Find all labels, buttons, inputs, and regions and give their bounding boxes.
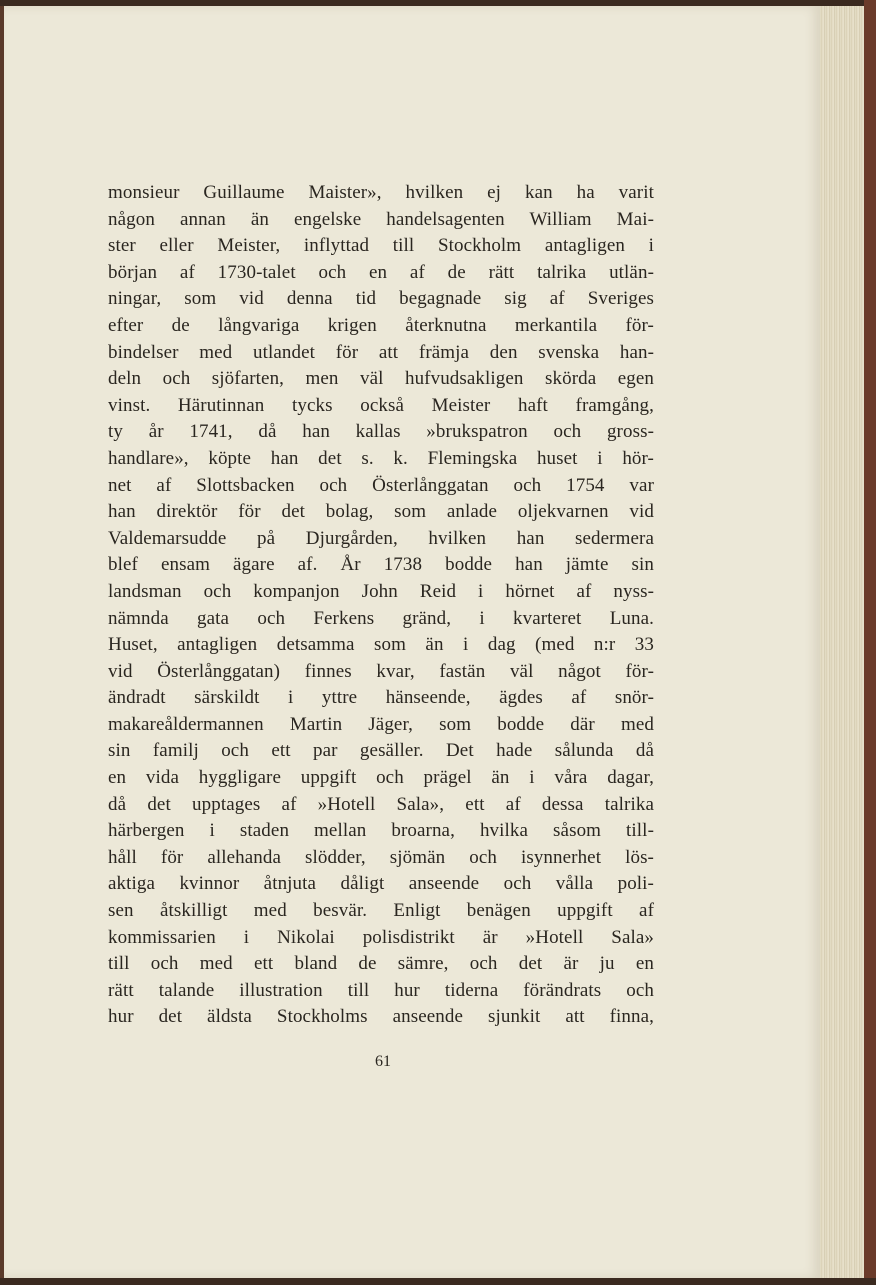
text-line: en vida hyggligare uppgift och prägel än i våra dagar, bbox=[108, 767, 654, 789]
text-line: till och med ett bland de sämre, och det är ju en bbox=[108, 953, 654, 975]
text-line: net af Slottsbacken och Österlånggatan och 1754 var bbox=[108, 474, 654, 496]
text-line: vinst. Härutinnan tycks också Meister haft framgång, bbox=[108, 394, 654, 416]
text-line: början af 1730-talet och en af de rätt talrika utlän- bbox=[108, 261, 654, 283]
text-line: Valdemarsudde på Djurgården, hvilken han sedermera bbox=[108, 527, 654, 549]
text-line: efter de långvariga krigen återknutna merkantila för- bbox=[108, 314, 654, 336]
text-line: sen åtskilligt med besvär. Enligt benägen uppgift af bbox=[108, 900, 654, 922]
text-line: handlare», köpte han det s. k. Flemingska huset i hör- bbox=[108, 447, 654, 469]
text-line: deln och sjöfarten, men väl hufvudsakligen skörda egen bbox=[108, 368, 654, 390]
text-line: monsieur Guillaume Maister», hvilken ej kan ha varit bbox=[108, 182, 654, 203]
body-text bbox=[108, 180, 654, 1031]
text-line: makareåldermannen Martin Jäger, som bodde där med bbox=[108, 713, 654, 735]
text-line: rätt talande illustration till hur tiderna förändrats och bbox=[108, 979, 654, 1001]
text-line: Huset, antagligen detsamma som än i dag (med n:r 33 bbox=[108, 634, 654, 656]
text-line: vid Österlånggatan) finnes kvar, fastän väl något för- bbox=[108, 660, 654, 682]
text-line: bindelser med utlandet för att främja den svenska han- bbox=[108, 341, 654, 363]
text-line: landsman och kompanjon John Reid i hörnet af nyss- bbox=[108, 580, 654, 602]
page-number: 61 bbox=[375, 1053, 391, 1070]
text-line: ändradt särskildt i yttre hänseende, ägdes af snör- bbox=[108, 687, 654, 709]
text-line: sin familj och ett par gesäller. Det hade sålunda då bbox=[108, 740, 654, 762]
book-cover-edge bbox=[864, 0, 876, 1285]
text-line: ningar, som vid denna tid begagnade sig af Sveriges bbox=[108, 288, 654, 310]
book-bottom-edge bbox=[0, 1278, 876, 1285]
text-line: ster eller Meister, inflyttad till Stockholm antagligen i bbox=[108, 235, 654, 257]
text-line: ty år 1741, då han kallas »brukspatron och gross- bbox=[108, 421, 654, 443]
text-line: kommissarien i Nikolai polisdistrikt är »Hotell Sala» bbox=[108, 926, 654, 948]
text-line: han direktör för det bolag, som anlade oljekvarnen vid bbox=[108, 501, 654, 523]
text-line: aktiga kvinnor åtnjuta dåligt anseende och vålla poli- bbox=[108, 873, 654, 895]
text-line: nämnda gata och Ferkens gränd, i kvarteret Luna. bbox=[108, 607, 654, 629]
text-line: blef ensam ägare af. År 1738 bodde han jämte sin bbox=[108, 554, 654, 576]
text-line: då det upptages af »Hotell Sala», ett af dessa talrika bbox=[108, 793, 654, 815]
text-line: härbergen i staden mellan broarna, hvilka såsom till- bbox=[108, 820, 654, 842]
text-line: håll för allehanda slödder, sjömän och isynnerhet lös- bbox=[108, 846, 654, 868]
page-stack-edges bbox=[820, 6, 864, 1278]
text-line: någon annan än engelske handelsagenten William Mai- bbox=[108, 208, 654, 230]
text-line: hur det äldsta Stockholms anseende sjunkit att finna, bbox=[108, 1006, 654, 1028]
